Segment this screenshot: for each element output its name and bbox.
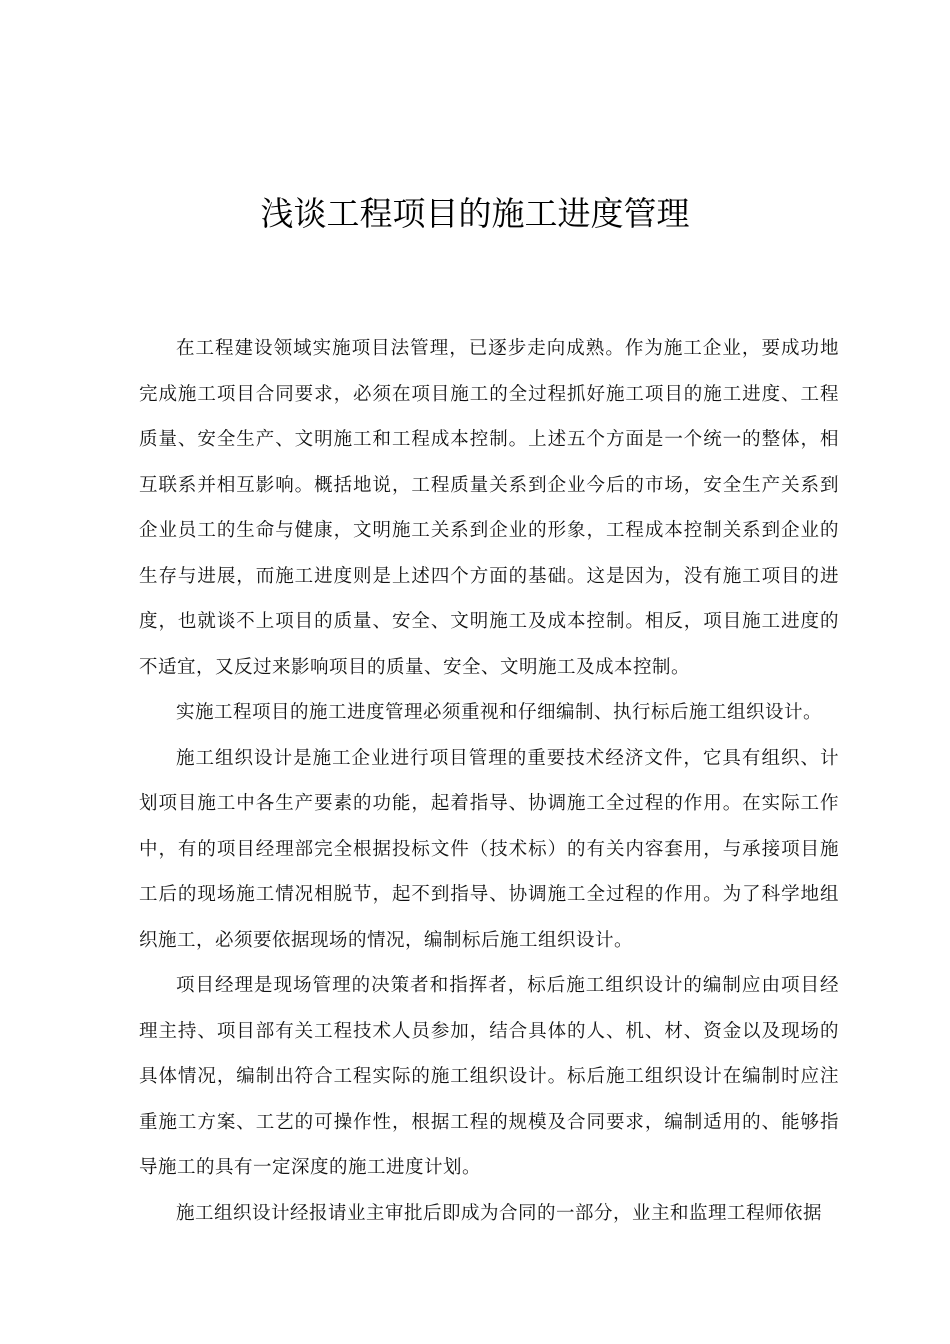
document-body <box>139 326 839 1236</box>
paragraph: 在工程建设领域实施项目法管理，已逐步走向成熟。作为施工企业，要成功地完成施工项目合同要求，必须在项目施工的全过程抓好施工项目的施工进度、工程质量、安全生产、文明施工和工程成本控制。上述五个方面是一个统一的整体，相互联系并相互影响。概括地说，工程质量关系到企业今后的市场，安全生产关系到企业员工的生命与健康，文明施工关系到企业的形象，工程成本控制关系到企业的生存与进展，而施工进度则是上述四个方面的基础。这是因为，没有施工项目的进度，也就谈不上项目的质量、安全、文明施工及成本控制。相反，项目施工进度的不适宜，又反过来影响项目的质量、安全、文明施工及成本控制。 <box>139 338 839 678</box>
paragraph: 实施工程项目的施工进度管理必须重视和仔细编制、执行标后施工组织设计。 <box>176 702 823 723</box>
document-title: 浅谈工程项目的施工进度管理 <box>260 194 690 233</box>
paragraph: 施工组织设计经报请业主审批后即成为合同的一部分，业主和监理工程师依据 <box>176 1202 823 1224</box>
paragraph: 项目经理是现场管理的决策者和指挥者，标后施工组织设计的编制应由项目经理主持、项目部有关工程技术人员参加，结合具体的人、机、材、资金以及现场的具体情况，编制出符合工程实际的施工组织设计。标后施工组织设计在编制时应注重施工方案、工艺的可操作性，根据工程的规模及合同要求，编制适用的、能够指导施工的具有一定深度的施工进度计划。 <box>139 975 839 1178</box>
paragraph: 施工组织设计是施工企业进行项目管理的重要技术经济文件，它具有组织、计划项目施工中各生产要素的功能，起着指导、协调施工全过程的作用。在实际工作中，有的项目经理部完全根据投标文件（技术标）的有关内容套用，与承接项目施工后的现场施工情况相脱节，起不到指导、协调施工全过程的作用。为了科学地组织施工，必须要依据现场的情况，编制标后施工组织设计。 <box>139 747 839 951</box>
